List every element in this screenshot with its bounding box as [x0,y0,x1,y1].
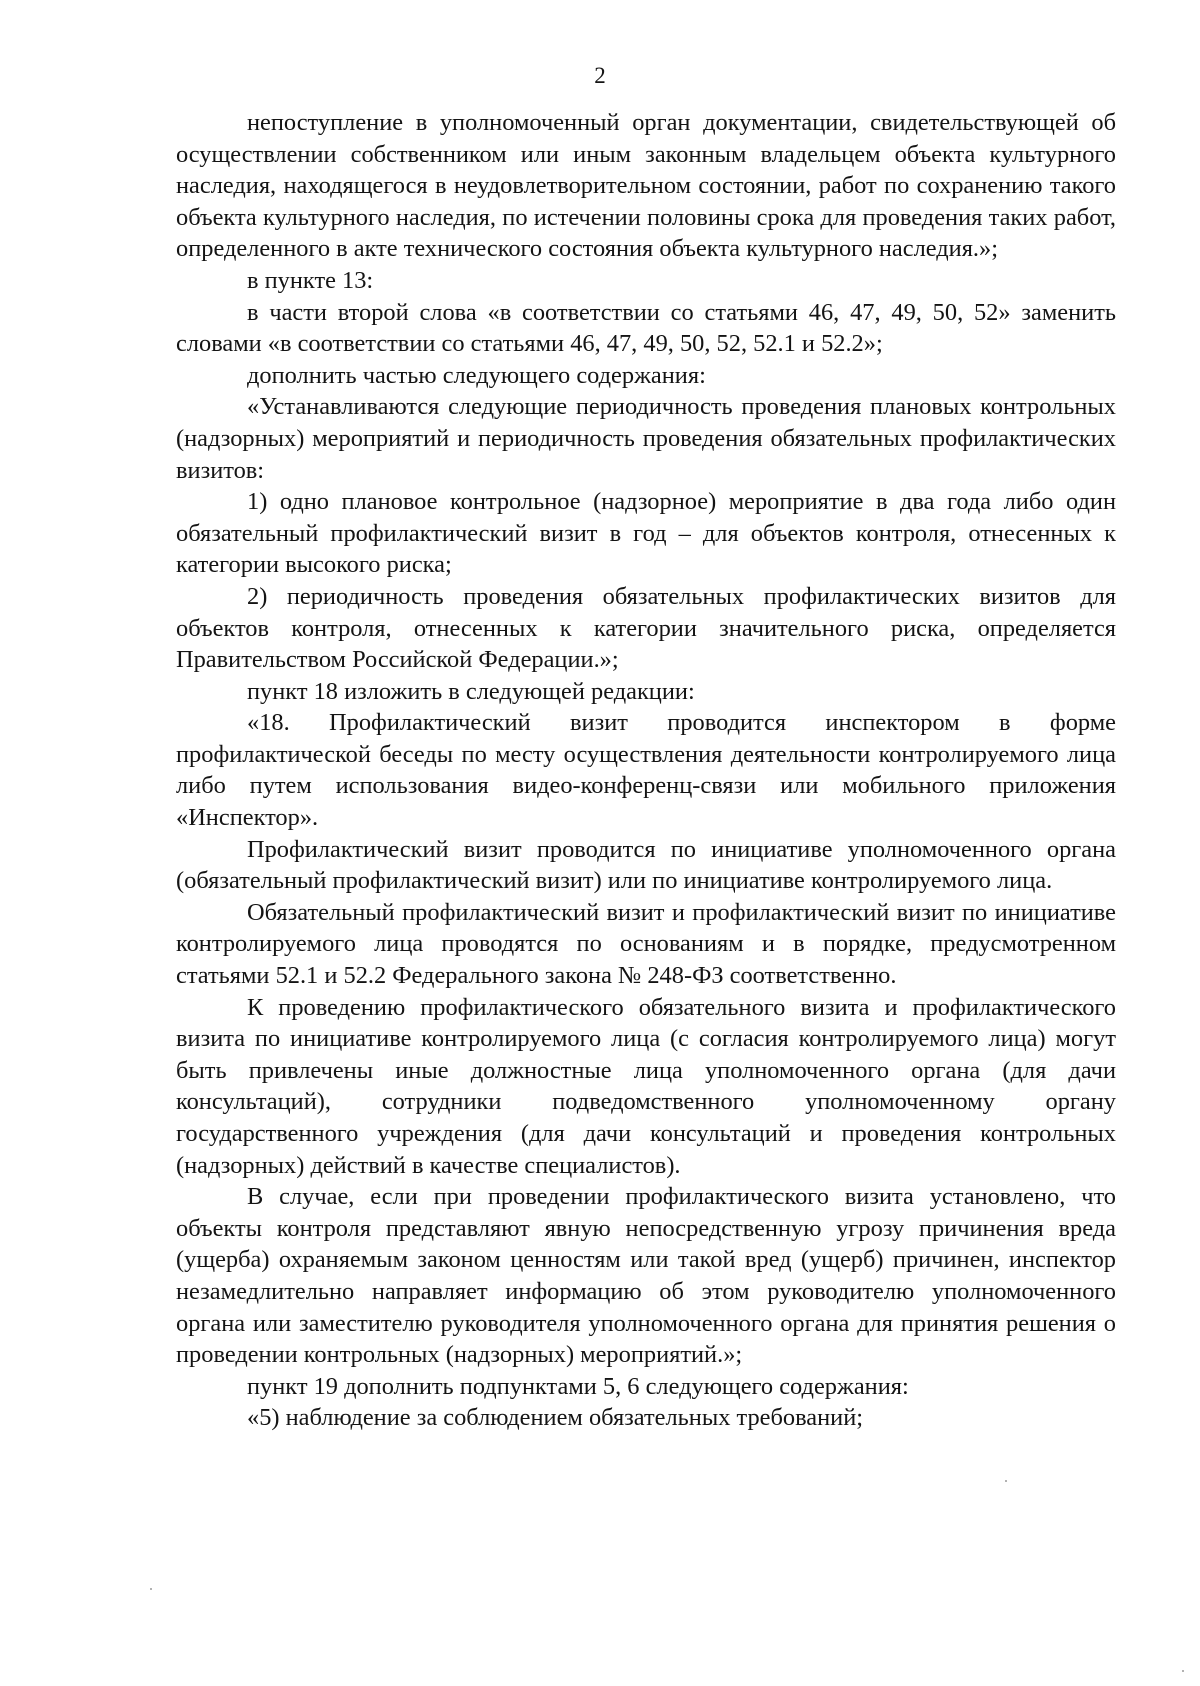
document-body [176,107,1116,1434]
paragraph: «5) наблюдение за соблюдением обязательных требований; [247,1404,864,1432]
paragraph: 1) одно плановое контрольное (надзорное) мероприятие в два года либо один обязательный профилактический визит в год – для объектов контроля, отнесенных к категории высокого риска; [176,488,1116,579]
scan-speck [1182,1670,1184,1672]
page-number: 2 [594,63,606,88]
paragraph: пункт 19 дополнить подпунктами 5, 6 следующего содержания: [247,1372,909,1400]
paragraph: непоступление в уполномоченный орган документации, свидетельствующей об осуществлении собственником или иным законным владельцем объекта культурного наследия, находящегося в неудовлетворительном состоянии, работ по сохранению такого объекта культурного наследия, по истечении половины срока для проведения таких работ, определенного в акте технического состояния объекта культурного наследия.»; [176,109,1116,263]
paragraph: 2) периодичность проведения обязательных профилактических визитов для объектов контроля, отнесенных к категории значительного риска, определяется Правительством Российской Федерации.»; [176,582,1116,674]
paragraph: в пункте 13: [247,266,374,294]
paragraph: В случае, если при проведении профилактического визита установлено, что объекты контроля представляют явную непосредственную угрозу причинения вреда (ущерба) охраняемым законом ценностям или такой вред (ущерб) причинен, инспектор незамедлительно направляет информацию об этом руководителю уполномоченного органа или заместителю руководителя уполномоченного органа для принятия решения о проведении контрольных (надзорных) мероприятий.»; [176,1183,1116,1369]
paragraph: К проведению профилактического обязательного визита и профилактического визита по инициативе контролируемого лица (с согласия контролируемого лица) могут быть привлечены иные должностные лица уполномоченного органа (для дачи консультаций), сотрудники подведомственного уполномоченному органу государственного учреждения (для дачи консультаций и проведения контрольных (надзорных) действий в качестве специалистов). [176,993,1116,1179]
paragraph: «Устанавливаются следующие периодичность проведения плановых контрольных (надзорных) мероприятий и периодичность проведения обязательных профилактических визитов: [176,393,1116,484]
scan-speck [150,1588,152,1590]
scan-speck [1005,1480,1007,1482]
paragraph: в части второй слова «в соответствии со статьями 46, 47, 49, 50, 52» заменить словами «в соответствии со статьями 46, 47, 49, 50, 52, 52.1 и 52.2»; [176,298,1116,358]
paragraph: пункт 18 изложить в следующей редакции: [247,677,695,705]
paragraph: дополнить частью следующего содержания: [247,361,706,389]
paragraph: «18. Профилактический визит проводится инспектором в форме профилактической беседы по месту осуществления деятельности контролируемого лица либо путем использования видео-конференц-связи или мобильного приложения «Инспектор». [176,709,1116,832]
paragraph: Профилактический визит проводится по инициативе уполномоченного органа (обязательный профилактический визит) или по инициативе контролируемого лица. [176,835,1116,895]
paragraph: Обязательный профилактический визит и профилактический визит по инициативе контролируемого лица проводятся по основаниям и в порядке, предусмотренном статьями 52.1 и 52.2 Федерального закона № 248-ФЗ соответственно. [176,898,1116,990]
